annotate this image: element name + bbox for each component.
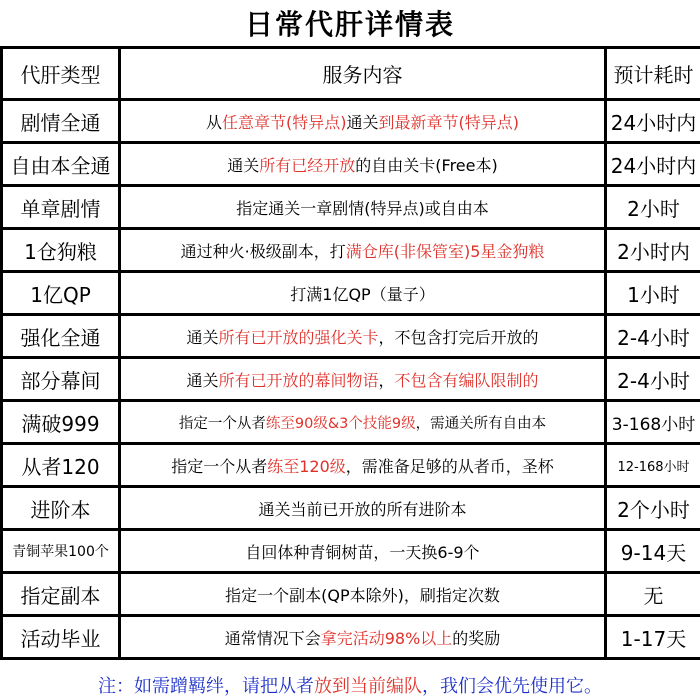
service-text: 的奖励 xyxy=(452,628,501,648)
note-text: ，我们会优先使用它。 xyxy=(422,675,602,697)
cell-time: 2小时内 xyxy=(606,229,700,272)
cell-service xyxy=(120,487,606,530)
header-time: 预计耗时 xyxy=(606,48,700,100)
service-text: ，不包含打完后开放的 xyxy=(378,327,539,347)
cell-time: 1小时 xyxy=(606,272,700,315)
cell-type: 1亿QP xyxy=(2,272,120,315)
cell-service xyxy=(120,358,606,401)
service-text: ， xyxy=(378,370,395,390)
header-type: 代肝类型 xyxy=(2,48,120,100)
service-text: 的自由关卡(Free本) xyxy=(355,155,498,175)
service-text: 通关 xyxy=(227,155,260,175)
service-text: 从 xyxy=(205,112,222,132)
cell-time: 24小时内 xyxy=(606,143,700,186)
cell-time: 2-4小时 xyxy=(606,315,700,358)
cell-service xyxy=(120,229,606,272)
service-text: 通常情况下会 xyxy=(224,628,321,648)
cell-type: 强化全通 xyxy=(2,315,120,358)
table-row xyxy=(2,487,700,530)
service-highlight: 练至120级 xyxy=(267,456,346,476)
cell-time: 3-168小时 xyxy=(606,401,700,444)
service-text: 通关 xyxy=(346,112,379,132)
service-highlight: 不包含有编队限制的 xyxy=(394,370,539,390)
page-title: 日常代肝详情表 xyxy=(244,8,455,41)
cell-type: 自由本全通 xyxy=(2,143,120,186)
service-text: ，需通关所有自由本 xyxy=(415,415,547,432)
service-highlight: 拿完活动98%以上 xyxy=(320,628,453,648)
service-text: 通关当前已开放的所有进阶本 xyxy=(258,499,467,519)
cell-service xyxy=(120,530,606,573)
table-row xyxy=(2,573,700,616)
cell-time: 24小时内 xyxy=(606,100,700,143)
cell-type: 青铜苹果100个 xyxy=(2,530,120,573)
service-text: 自回体种青铜树苗，一天换6-9个 xyxy=(245,542,480,562)
cell-time: 2个小时 xyxy=(606,487,700,530)
cell-time: 1-17天 xyxy=(606,616,700,659)
cell-service xyxy=(120,100,606,143)
footer-note xyxy=(0,669,700,700)
table-row xyxy=(2,444,700,487)
cell-service xyxy=(120,616,606,659)
service-highlight: 所有已开放的幕间物语 xyxy=(218,370,379,390)
cell-type: 从者120 xyxy=(2,444,120,487)
header-service: 服务内容 xyxy=(120,48,606,100)
cell-service xyxy=(120,186,606,229)
note-text: 注：如需蹭羁绊，请把从者 xyxy=(98,675,314,697)
cell-service xyxy=(120,573,606,616)
service-highlight: 所有已经开放 xyxy=(259,155,356,175)
cell-time: 2-4小时 xyxy=(606,358,700,401)
cell-service xyxy=(120,401,606,444)
service-text: ，需准备足够的从者币，圣杯 xyxy=(345,456,554,476)
service-text: 指定一个从者 xyxy=(171,456,268,476)
service-text: 通关 xyxy=(186,327,219,347)
cell-type: 部分幕间 xyxy=(2,358,120,401)
service-text: 指定通关一章剧情(特异点)或自由本 xyxy=(236,198,489,218)
service-highlight: 所有已开放的强化关卡 xyxy=(218,327,379,347)
service-highlight: 到最新章节(特异点) xyxy=(378,112,520,132)
cell-type: 活动毕业 xyxy=(2,616,120,659)
table-row xyxy=(2,616,700,659)
service-text: 指定一个从者 xyxy=(178,415,266,432)
note-highlight: 放到当前编队 xyxy=(314,675,422,697)
service-text: 通关 xyxy=(186,370,219,390)
cell-service xyxy=(120,272,606,315)
service-highlight: 满仓库(非保管室)5星金狗粮 xyxy=(345,241,545,261)
cell-time: 9-14天 xyxy=(606,530,700,573)
cell-type: 单章剧情 xyxy=(2,186,120,229)
table-row xyxy=(2,530,700,573)
table-row xyxy=(2,229,700,272)
table-body xyxy=(2,100,700,659)
table-row xyxy=(2,315,700,358)
cell-time: 12-168小时 xyxy=(606,444,700,487)
table-row xyxy=(2,401,700,444)
service-text: 通过种火·极级副本，打 xyxy=(180,241,346,261)
table-header-row xyxy=(2,48,700,100)
table-row xyxy=(2,186,700,229)
cell-type: 剧情全通 xyxy=(2,100,120,143)
cell-time: 无 xyxy=(606,573,700,616)
cell-service xyxy=(120,315,606,358)
table-row xyxy=(2,100,700,143)
table-row xyxy=(2,272,700,315)
service-highlight: 任意章节(特异点) xyxy=(222,112,347,132)
service-text: 打满1亿QP（量子） xyxy=(290,284,435,304)
cell-type: 1仓狗粮 xyxy=(2,229,120,272)
cell-type: 满破999 xyxy=(2,401,120,444)
table-row xyxy=(2,358,700,401)
service-highlight: 练至90级&3个技能9级 xyxy=(265,415,416,432)
cell-service xyxy=(120,143,606,186)
cell-type: 指定副本 xyxy=(2,573,120,616)
cell-service xyxy=(120,444,606,487)
table-row xyxy=(2,143,700,186)
service-table xyxy=(0,46,700,660)
cell-type: 进阶本 xyxy=(2,487,120,530)
cell-time: 2小时 xyxy=(606,186,700,229)
service-text: 指定一个副本(QP本除外)，刷指定次数 xyxy=(225,585,500,605)
